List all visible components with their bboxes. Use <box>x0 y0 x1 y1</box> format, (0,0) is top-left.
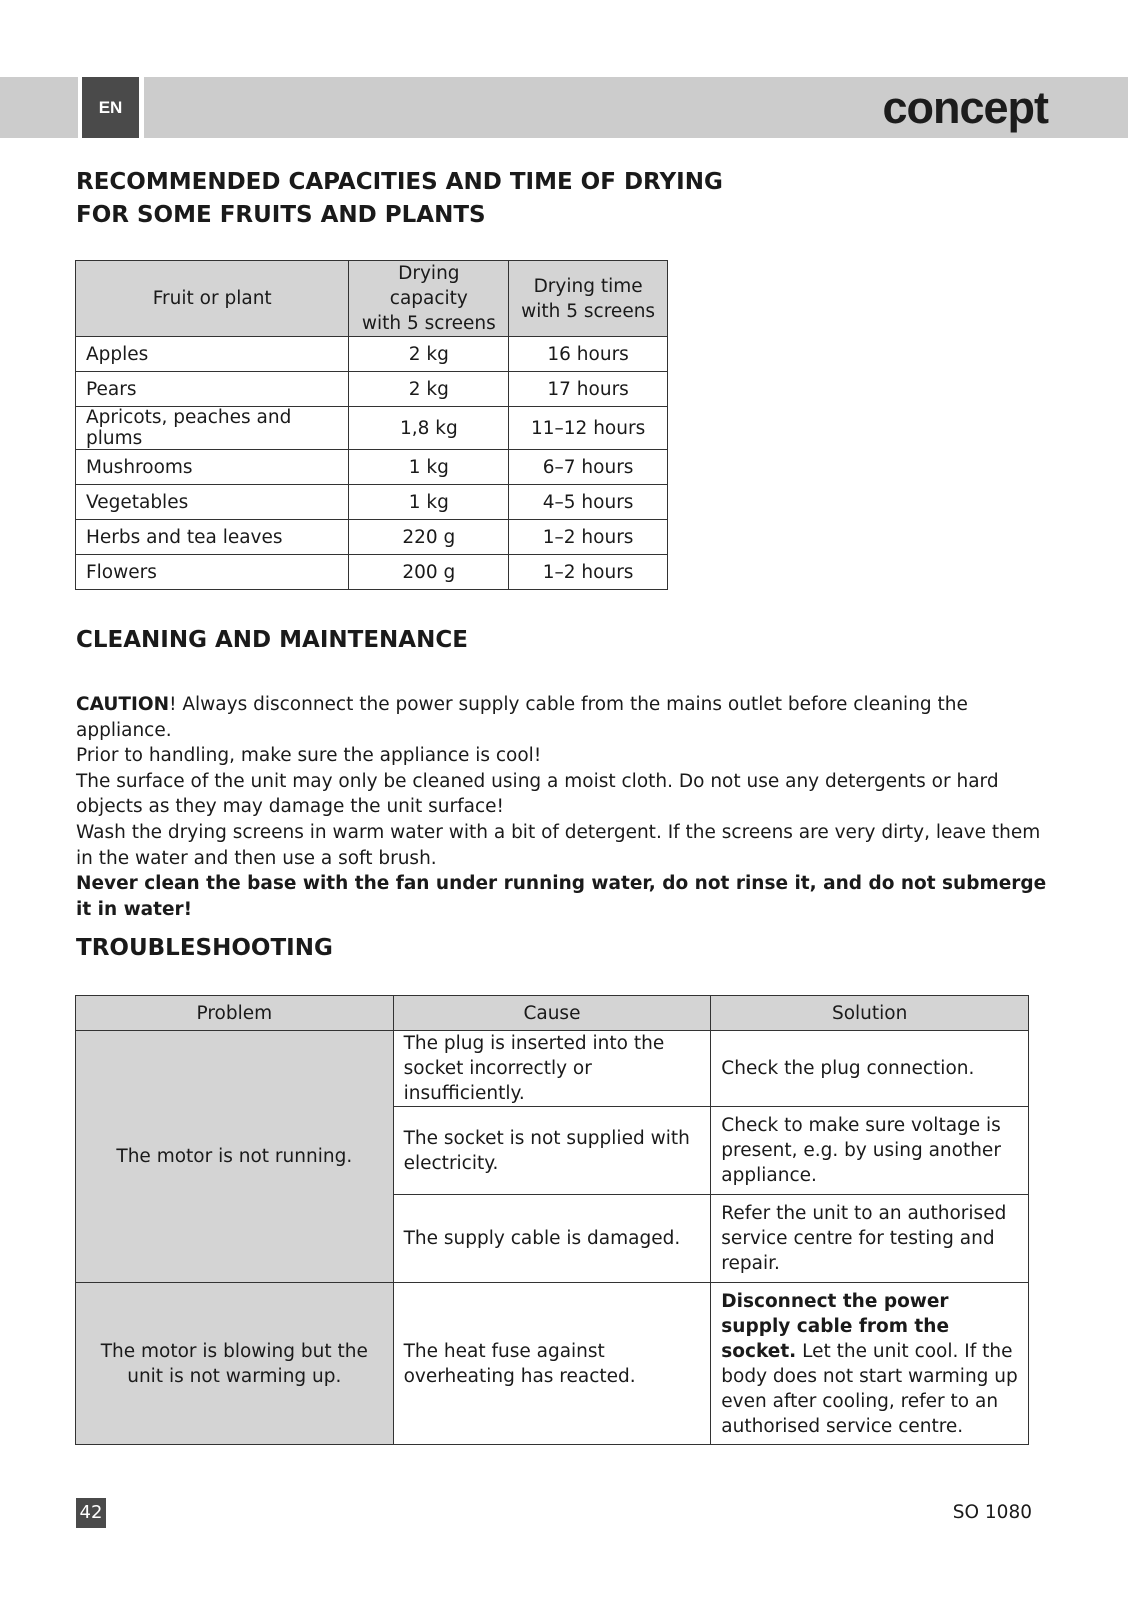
cleaning-paragraph: Wash the drying screens in warm water with a bit of detergent. If the screens are very dirty, leave them in the water and then use a soft brush. <box>76 821 1041 869</box>
col-fruit-header: Fruit or plant <box>76 261 349 337</box>
capacities-title <box>76 166 723 232</box>
problem-cell: The motor is not running. <box>76 1031 394 1283</box>
troubleshooting-title: TROUBLESHOOTING <box>76 935 333 961</box>
table-row <box>76 337 668 372</box>
time-cell: 17 hours <box>509 372 668 407</box>
capacities-table <box>75 260 668 590</box>
fruit-cell: Vegetables <box>76 485 349 520</box>
capacity-cell: 1 kg <box>349 485 509 520</box>
col-time-header: Drying time with 5 screens <box>509 261 668 337</box>
solution-cell: Check the plug connection. <box>711 1031 1029 1107</box>
troubleshooting-header-row <box>76 996 1029 1031</box>
col-capacity-header: Drying capacity with 5 screens <box>349 261 509 337</box>
time-cell: 6–7 hours <box>509 450 668 485</box>
table-row <box>76 450 668 485</box>
fruit-cell: Mushrooms <box>76 450 349 485</box>
cause-cell: The supply cable is damaged. <box>393 1195 711 1283</box>
table-row <box>76 485 668 520</box>
capacity-cell: 2 kg <box>349 372 509 407</box>
cleaning-paragraph: Prior to handling, make sure the appliance is cool! <box>76 745 542 767</box>
solution-cell <box>711 1283 1029 1445</box>
time-cell: 1–2 hours <box>509 520 668 555</box>
col-solution-header: Solution <box>711 996 1029 1031</box>
capacities-title-line2: FOR SOME FRUITS AND PLANTS <box>76 202 486 228</box>
fruit-cell: Flowers <box>76 555 349 590</box>
solution-text: Let the unit cool. If the body does not start warming up even after cooling, refer to an authorised service centre. <box>721 1340 1018 1437</box>
cleaning-text <box>76 692 1056 922</box>
table-row <box>76 407 668 450</box>
cleaning-warning-text: Never clean the base with the fan under running water, do not rinse it, and do not submerge it in water! <box>76 873 1047 920</box>
problem-cell: The motor is blowing but the unit is not warming up. <box>76 1283 394 1445</box>
caution-text: ! Always disconnect the power supply cable from the mains outlet before cleaning the appliance. <box>76 694 968 741</box>
fruit-cell: Apricots, peaches and plums <box>76 407 349 450</box>
capacity-cell: 1 kg <box>349 450 509 485</box>
capacity-cell: 220 g <box>349 520 509 555</box>
capacities-header-row <box>76 261 668 337</box>
time-cell: 11–12 hours <box>509 407 668 450</box>
solution-cell: Refer the unit to an authorised service centre for testing and repair. <box>711 1195 1029 1283</box>
caution-label: CAUTION <box>76 694 170 715</box>
table-row <box>76 1283 1029 1445</box>
language-label: EN <box>82 77 139 138</box>
time-cell: 1–2 hours <box>509 555 668 590</box>
brand-logo: concept <box>882 82 1048 133</box>
col-cause-header: Cause <box>393 996 711 1031</box>
capacity-cell: 2 kg <box>349 337 509 372</box>
cause-cell: The socket is not supplied with electricity. <box>393 1107 711 1195</box>
col-problem-header: Problem <box>76 996 394 1031</box>
troubleshooting-table <box>75 995 1029 1445</box>
solution-cell: Check to make sure voltage is present, e.g. by using another appliance. <box>711 1107 1029 1195</box>
model-number: SO 1080 <box>952 1502 1032 1523</box>
table-row <box>76 555 668 590</box>
fruit-cell: Herbs and tea leaves <box>76 520 349 555</box>
table-row <box>76 520 668 555</box>
table-row <box>76 1031 1029 1107</box>
cause-cell: The plug is inserted into the socket incorrectly or insufficiently. <box>393 1031 711 1107</box>
cause-cell: The heat fuse against overheating has reacted. <box>393 1283 711 1445</box>
solution-bold-text: Disconnect the power supply cable from the socket. <box>721 1290 949 1362</box>
fruit-cell: Apples <box>76 337 349 372</box>
capacities-title-line1: RECOMMENDED CAPACITIES AND TIME OF DRYING <box>76 169 723 195</box>
time-cell: 16 hours <box>509 337 668 372</box>
table-row <box>76 372 668 407</box>
caution-paragraph <box>76 692 1056 743</box>
page-number: 42 <box>76 1498 106 1528</box>
cleaning-title: CLEANING AND MAINTENANCE <box>76 627 468 653</box>
capacity-cell: 1,8 kg <box>349 407 509 450</box>
language-tag <box>78 77 144 138</box>
cleaning-paragraph: The surface of the unit may only be cleaned using a moist cloth. Do not use any detergents or hard objects as they may damage the unit surface! <box>76 770 999 818</box>
time-cell: 4–5 hours <box>509 485 668 520</box>
capacity-cell: 200 g <box>349 555 509 590</box>
fruit-cell: Pears <box>76 372 349 407</box>
cleaning-warning <box>76 871 1056 922</box>
